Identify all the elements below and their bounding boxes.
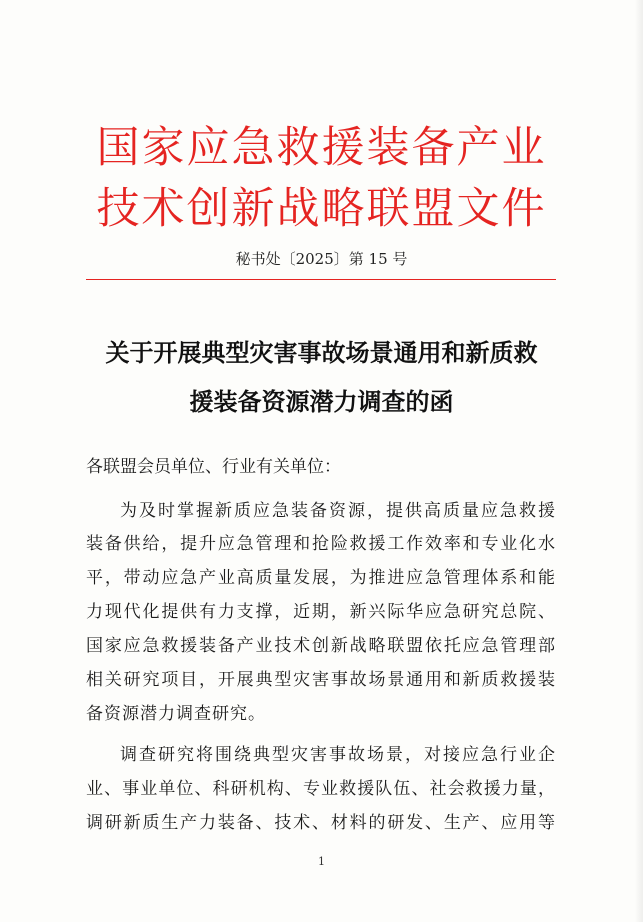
- org-title-line-2: 技术创新战略联盟文件: [96, 184, 547, 234]
- paragraph-1-line-3: 平，带动应急产业高质量发展，为推进应急管理体系和能: [86, 568, 556, 588]
- org-title-line-1: 国家应急救援装备产业: [96, 123, 547, 173]
- subject-title-line-2: 援装备资源潜力调查的函: [189, 387, 454, 416]
- paragraph-2-line-2: 业、事业单位、科研机构、专业救援队伍、社会救援力量，: [86, 779, 556, 799]
- paragraph-2-line-1: 调查研究将围绕典型灾害事故场景，对接应急行业企: [120, 745, 556, 765]
- paragraph-1-line-1: 为及时掌握新质应急装备资源，提供高质量应急救援: [120, 501, 556, 521]
- document-number: 秘书处〔2025〕第 15 号: [235, 250, 408, 268]
- paragraph-2-line-3: 调研新质生产力装备、技术、材料的研发、生产、应用等: [86, 813, 556, 833]
- paragraph-1-line-4: 力现代化提供有力支撑，近期，新兴际华应急研究总院、: [86, 602, 556, 622]
- salutation: 各联盟会员单位、行业有关单位：: [86, 457, 341, 477]
- paragraph-1-line-6: 相关研究项目，开展典型灾害事故场景通用和新质救援装: [86, 670, 556, 690]
- paragraph-1-line-7: 备资源潜力调查研究。: [86, 704, 266, 724]
- red-separator-line: [86, 279, 556, 280]
- page-number: 1: [318, 855, 325, 868]
- paragraph-1-line-2: 装备供给，提升应急管理和抢险救援工作效率和专业化水: [86, 534, 556, 554]
- subject-title-line-1: 关于开展典型灾害事故场景通用和新质救: [105, 338, 538, 367]
- paragraph-1-line-5: 国家应急救援装备产业技术创新战略联盟依托应急管理部: [86, 636, 556, 656]
